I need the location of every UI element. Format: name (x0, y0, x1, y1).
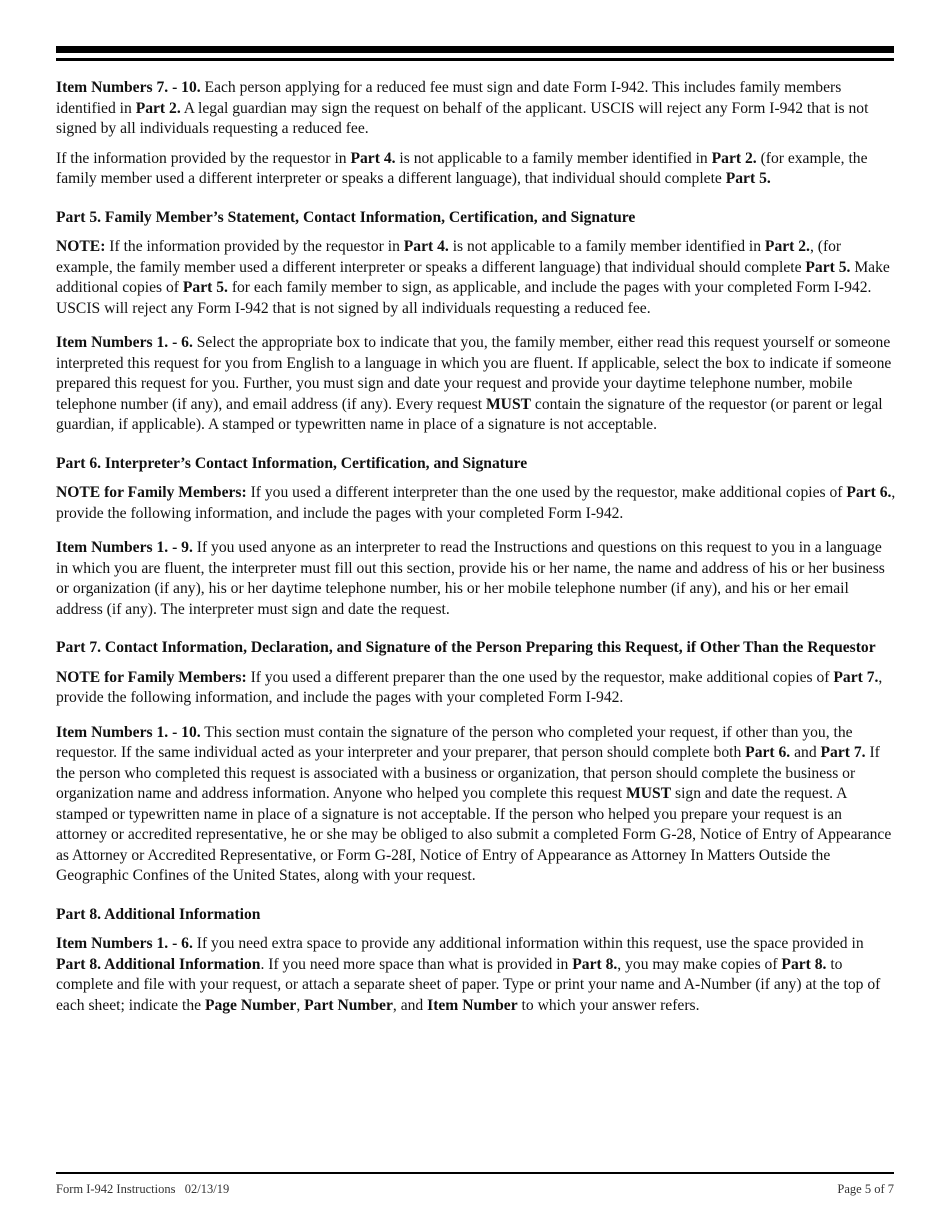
header-rule-thick (56, 46, 894, 53)
instructions-body (56, 78, 896, 1025)
intro-paragraph-2: If the information provided by the requestor in Part 4. is not applicable to a family member identified in Part 2. (for example, the family member used a different interpreter or speaks a different language), that individual should complete Part 5. (56, 149, 868, 187)
part5-note: NOTE: If the information provided by the requestor in Part 4. is not applicable to a family member identified in Part 2., (for example, the family member used a different interpreter or speaks a different language) that individual should complete Part 5. Make additional copies of Part 5. for each family member to sign, as applicable, and include the pages with your completed Form I-942. USCIS will reject any Form I-942 that is not signed by all individuals requesting a reduced fee. (56, 238, 890, 317)
part6-note: NOTE for Family Members: If you used a different interpreter than the one used by the requestor, make additional copies of Part 6., provide the following information, and include the pages with your completed Form I-942. (56, 484, 896, 522)
part8-item-numbers: Item Numbers 1. - 6. If you need extra space to provide any additional information within this request, use the space provided in Part 8. Additional Information. If you need more space than what is provided in Part 8., you may make copies of Part 8. to complete and file with your request, or attach a separate sheet of paper. Type or print your name and A-Number (if any) at the top of each sheet; indicate the Page Number, Part Number, and Item Number to which your answer refers. (56, 935, 881, 1014)
part7-note: NOTE for Family Members: If you used a different preparer than the one used by the requestor, make additional copies of Part 7., provide the following information, and include the pages with your completed Form I-942. (56, 668, 883, 706)
part6-item-numbers: Item Numbers 1. - 9. If you used anyone as an interpreter to read the Instructions and questions on this request to you in a language in which you are fluent, the interpreter must fill out this section, provide his or her name, the name and address of his or her business or organization (if any), his or her daytime telephone number, his or her mobile telephone number (if any), and his or her email address (if any). The interpreter must sign and date the request. (56, 539, 885, 618)
intro-paragraph-1: Item Numbers 7. - 10. Each person applying for a reduced fee must sign and date Form I-942. This includes family members identified in Part 2. A legal guardian may sign the request on behalf of the applicant. USCIS will reject any Form I-942 that is not signed by all individuals requesting a reduced fee. (56, 79, 869, 137)
part5-item-numbers: Item Numbers 1. - 6. Select the appropriate box to indicate that you, the family member, either read this request yourself or someone interpreted this request for you from English to a language in which you are fluent. If applicable, select the box to indicate if someone prepared this request for you. Further, you must sign and date your request and provide your daytime telephone number, mobile telephone number (if any), and email address (if any). Every request MUST contain the signature of the requestor (or parent or legal guardian, if applicable). A stamped or typewritten name in place of a signature is not acceptable. (56, 334, 892, 433)
part5-heading: Part 5. Family Member’s Statement, Contact Information, Certification, and Signature (56, 208, 636, 226)
header-rule-thin (56, 58, 894, 61)
part8-heading: Part 8. Additional Information (56, 905, 261, 923)
part7-item-numbers: Item Numbers 1. - 10. This section must contain the signature of the person who completed your request, if other than you, the requestor. If the same individual acted as your interpreter and your preparer, that person should complete both Part 6. and Part 7. If the person who completed this request is associated with a business or organization, that person should complete the business or organization name and address information. Anyone who helped you complete this request MUST sign and date the request. A stamped or typewritten name in place of a signature is not acceptable. If the person who helped you prepare your request is an attorney or accredited representative, he or she may be obliged to also submit a completed Form G-28, Notice of Entry of Appearance as Attorney or Accredited Representative, or Form G-28I, Notice of Entry of Appearance as Attorney In Matters Outside the Geographic Confines of the United States, along with your request. (56, 723, 892, 884)
part7-heading: Part 7. Contact Information, Declaration, and Signature of the Person Preparing this Request, if Other Than the Requestor (56, 639, 876, 656)
footer-rule (56, 1172, 894, 1174)
footer-form-id: Form I-942 Instructions 02/13/19 (56, 1182, 230, 1196)
part6-heading: Part 6. Interpreter’s Contact Information, Certification, and Signature (56, 454, 528, 472)
footer-page-number: Page 5 of 7 (837, 1182, 894, 1196)
